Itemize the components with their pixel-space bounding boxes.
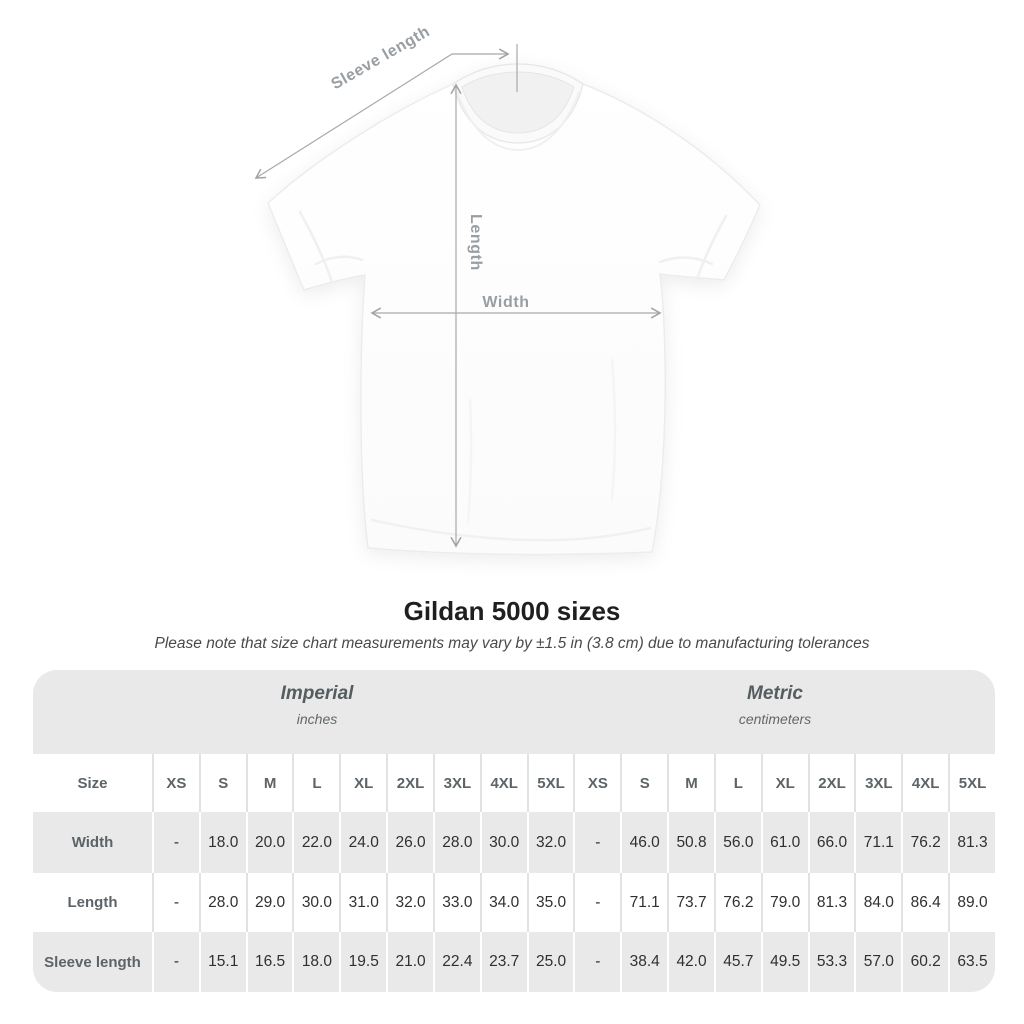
table-cell: 81.3	[808, 873, 855, 932]
table-cell: -	[573, 812, 620, 873]
width-label: Width	[482, 294, 530, 311]
size-column-header: 2XL	[808, 754, 855, 812]
table-cell: 34.0	[480, 873, 527, 932]
table-cell: -	[152, 932, 199, 992]
imperial-header	[281, 683, 354, 727]
size-column-header: S	[620, 754, 667, 812]
table-cell: 16.5	[246, 932, 293, 992]
table-row	[33, 873, 995, 932]
size-column-header: M	[667, 754, 714, 812]
size-column-header: XS	[573, 754, 620, 812]
table-cell: -	[152, 812, 199, 873]
table-cell: 86.4	[901, 873, 948, 932]
size-column-header: S	[199, 754, 246, 812]
table-cell: 25.0	[527, 932, 574, 992]
table-cell: 89.0	[948, 873, 995, 932]
size-column-header: XL	[339, 754, 386, 812]
imperial-label: Imperial	[280, 683, 354, 704]
table-cell: 61.0	[761, 812, 808, 873]
table-cell: 19.5	[339, 932, 386, 992]
row-label: Sleeve length	[44, 953, 141, 971]
size-column-header: L	[714, 754, 761, 812]
tolerance-note: Please note that size chart measurements may vary by ±1.5 in (3.8 cm) due to manufacturing tolerances	[154, 635, 870, 652]
table-cell: 50.8	[667, 812, 714, 873]
table-cell: 60.2	[901, 932, 948, 992]
size-table	[33, 670, 995, 992]
table-row	[33, 932, 995, 992]
table-cell: 28.0	[199, 873, 246, 932]
table-cell: 57.0	[854, 932, 901, 992]
table-cell: 76.2	[901, 812, 948, 873]
sleeve-length-label: Sleeve length	[328, 23, 434, 94]
table-cell: 45.7	[714, 932, 761, 992]
table-cell: 84.0	[854, 873, 901, 932]
table-cell: 30.0	[480, 812, 527, 873]
length-label: Length	[467, 214, 484, 271]
table-cell: 66.0	[808, 812, 855, 873]
table-cell: 71.1	[854, 812, 901, 873]
table-cell: 46.0	[620, 812, 667, 873]
size-column-header: L	[292, 754, 339, 812]
table-cell: 23.7	[480, 932, 527, 992]
size-column-header: 4XL	[480, 754, 527, 812]
table-cell: 24.0	[339, 812, 386, 873]
table-cell: 35.0	[527, 873, 574, 932]
table-cell: 29.0	[246, 873, 293, 932]
table-cell: 81.3	[948, 812, 995, 873]
unit-header-band	[33, 670, 995, 754]
table-cell: -	[573, 932, 620, 992]
imperial-unit: inches	[296, 711, 338, 727]
size-column-header: XS	[152, 754, 199, 812]
metric-header	[739, 683, 811, 727]
table-cell: 71.1	[620, 873, 667, 932]
table-cell: 15.1	[199, 932, 246, 992]
table-cell: 33.0	[433, 873, 480, 932]
row-label: Size	[77, 774, 108, 792]
table-row	[33, 812, 995, 873]
size-column-header: M	[246, 754, 293, 812]
table-cell: 63.5	[948, 932, 995, 992]
table-cell: 31.0	[339, 873, 386, 932]
table-cell: 73.7	[667, 873, 714, 932]
size-table-rows	[33, 754, 995, 992]
size-header-row	[33, 754, 995, 812]
table-cell: 18.0	[292, 932, 339, 992]
table-cell: 53.3	[808, 932, 855, 992]
size-column-header: XL	[761, 754, 808, 812]
row-label: Length	[67, 894, 118, 911]
table-cell: 38.4	[620, 932, 667, 992]
metric-unit: centimeters	[738, 711, 812, 727]
size-column-header: 5XL	[527, 754, 574, 812]
size-column-header: 5XL	[948, 754, 995, 812]
size-column-header: 4XL	[901, 754, 948, 812]
table-cell: 42.0	[667, 932, 714, 992]
table-cell: 32.0	[386, 873, 433, 932]
metric-label: Metric	[747, 683, 803, 704]
table-cell: 22.0	[292, 812, 339, 873]
table-cell: -	[573, 873, 620, 932]
table-cell: -	[152, 873, 199, 932]
table-cell: 56.0	[714, 812, 761, 873]
table-cell: 22.4	[433, 932, 480, 992]
table-cell: 20.0	[246, 812, 293, 873]
table-cell: 21.0	[386, 932, 433, 992]
row-label: Width	[71, 834, 114, 851]
size-column-header: 2XL	[386, 754, 433, 812]
table-cell: 26.0	[386, 812, 433, 873]
table-cell: 18.0	[199, 812, 246, 873]
table-cell: 76.2	[714, 873, 761, 932]
page-title: Gildan 5000 sizes	[403, 596, 621, 626]
table-cell: 49.5	[761, 932, 808, 992]
size-column-header: 3XL	[854, 754, 901, 812]
size-column-header: 3XL	[433, 754, 480, 812]
table-cell: 30.0	[292, 873, 339, 932]
table-cell: 32.0	[527, 812, 574, 873]
table-cell: 28.0	[433, 812, 480, 873]
table-cell: 79.0	[761, 873, 808, 932]
